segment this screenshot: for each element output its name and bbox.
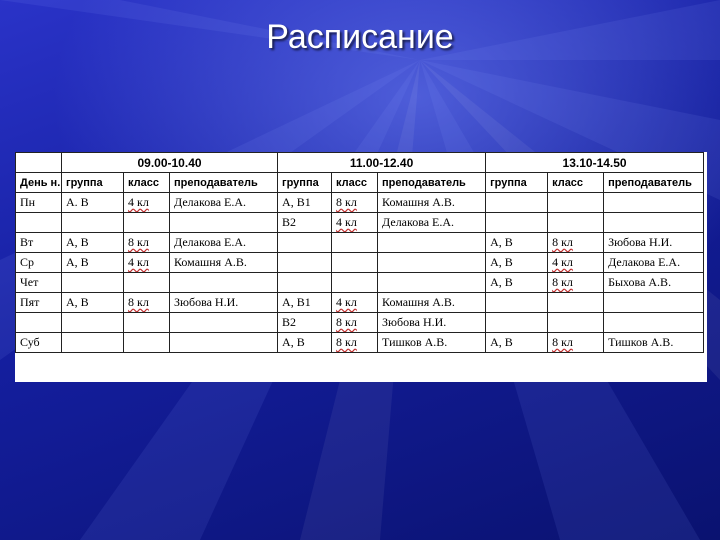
teacher-cell: Комашня А.В. <box>170 253 278 273</box>
teacher-cell <box>378 253 486 273</box>
teacher-cell: Комашня А.В. <box>378 193 486 213</box>
day-column-header: День н. <box>16 173 62 193</box>
class-cell <box>548 213 604 233</box>
class-cell <box>332 233 378 253</box>
teacher-cell <box>170 313 278 333</box>
table-row <box>16 333 704 353</box>
period-1-header: 09.00-10.40 <box>62 153 278 173</box>
class-cell: 8 кл <box>548 233 604 253</box>
group-cell <box>62 313 124 333</box>
class-cell <box>548 193 604 213</box>
teacher-column-header: преподаватель <box>604 173 704 193</box>
group-cell: А, В <box>486 253 548 273</box>
day-cell: Пят <box>16 293 62 313</box>
group-cell <box>486 193 548 213</box>
corner-cell <box>16 153 62 173</box>
group-cell <box>486 313 548 333</box>
day-cell <box>16 213 62 233</box>
teacher-cell: Делакова Е.А. <box>604 253 704 273</box>
group-cell <box>62 333 124 353</box>
teacher-cell <box>604 213 704 233</box>
class-column-header: класс <box>548 173 604 193</box>
day-cell: Чет <box>16 273 62 293</box>
teacher-cell <box>378 273 486 293</box>
slide-title: Расписание <box>266 18 454 56</box>
table-row <box>16 193 704 213</box>
teacher-column-header: преподаватель <box>170 173 278 193</box>
class-cell <box>124 213 170 233</box>
teacher-cell: Комашня А.В. <box>378 293 486 313</box>
class-cell: 8 кл <box>124 293 170 313</box>
class-cell: 8 кл <box>332 313 378 333</box>
period-2-header: 11.00-12.40 <box>278 153 486 173</box>
teacher-column-header: преподаватель <box>378 173 486 193</box>
table-row <box>16 253 704 273</box>
teacher-cell <box>170 273 278 293</box>
table-row <box>16 273 704 293</box>
teacher-cell: Зюбова Н.И. <box>604 233 704 253</box>
class-cell: 4 кл <box>124 253 170 273</box>
day-cell: Суб <box>16 333 62 353</box>
group-column-header: группа <box>486 173 548 193</box>
teacher-cell: Зюбова Н.И. <box>378 313 486 333</box>
class-cell <box>332 253 378 273</box>
teacher-cell: Делакова Е.А. <box>170 233 278 253</box>
class-cell: 4 кл <box>332 213 378 233</box>
teacher-cell: Делакова Е.А. <box>170 193 278 213</box>
group-cell: А, В1 <box>278 293 332 313</box>
group-cell <box>62 273 124 293</box>
class-cell: 4 кл <box>548 253 604 273</box>
group-cell <box>278 253 332 273</box>
class-cell <box>124 273 170 293</box>
group-cell <box>62 213 124 233</box>
group-cell <box>486 293 548 313</box>
group-cell: А. В <box>62 193 124 213</box>
teacher-cell: Тишков А.В. <box>378 333 486 353</box>
group-column-header: группа <box>278 173 332 193</box>
teacher-cell <box>378 233 486 253</box>
day-cell <box>16 313 62 333</box>
teacher-cell <box>604 313 704 333</box>
group-cell: А, В <box>278 333 332 353</box>
group-cell: А, В <box>486 273 548 293</box>
day-cell: Ср <box>16 253 62 273</box>
group-cell <box>278 233 332 253</box>
teacher-cell <box>170 213 278 233</box>
class-column-header: класс <box>332 173 378 193</box>
table-row <box>16 233 704 253</box>
class-cell <box>124 313 170 333</box>
teacher-cell: Зюбова Н.И. <box>170 293 278 313</box>
group-cell <box>486 213 548 233</box>
group-cell <box>278 273 332 293</box>
class-cell: 8 кл <box>124 233 170 253</box>
schedule-sheet <box>15 152 707 382</box>
group-cell: А, В <box>62 233 124 253</box>
teacher-cell: Делакова Е.А. <box>378 213 486 233</box>
class-cell: 4 кл <box>332 293 378 313</box>
group-cell: В2 <box>278 213 332 233</box>
class-cell: 8 кл <box>332 193 378 213</box>
column-header-row <box>16 173 704 193</box>
group-cell: А, В <box>62 253 124 273</box>
teacher-cell: Тишков А.В. <box>604 333 704 353</box>
class-cell: 8 кл <box>332 333 378 353</box>
group-cell: А, В <box>486 233 548 253</box>
class-cell: 8 кл <box>548 273 604 293</box>
teacher-cell: Быхова А.В. <box>604 273 704 293</box>
schedule-table <box>15 152 704 353</box>
teacher-cell <box>604 193 704 213</box>
group-cell: А, В <box>486 333 548 353</box>
group-cell: В2 <box>278 313 332 333</box>
teacher-cell <box>170 333 278 353</box>
class-cell: 4 кл <box>124 193 170 213</box>
class-cell <box>548 313 604 333</box>
class-cell <box>332 273 378 293</box>
group-cell: А, В <box>62 293 124 313</box>
class-column-header: класс <box>124 173 170 193</box>
teacher-cell <box>604 293 704 313</box>
class-cell <box>548 293 604 313</box>
day-cell: Вт <box>16 233 62 253</box>
table-row <box>16 293 704 313</box>
class-cell <box>124 333 170 353</box>
group-column-header: группа <box>62 173 124 193</box>
period-3-header: 13.10-14.50 <box>486 153 704 173</box>
group-cell: А, В1 <box>278 193 332 213</box>
period-header-row <box>16 153 704 173</box>
table-row <box>16 213 704 233</box>
class-cell: 8 кл <box>548 333 604 353</box>
table-row <box>16 313 704 333</box>
day-cell: Пн <box>16 193 62 213</box>
